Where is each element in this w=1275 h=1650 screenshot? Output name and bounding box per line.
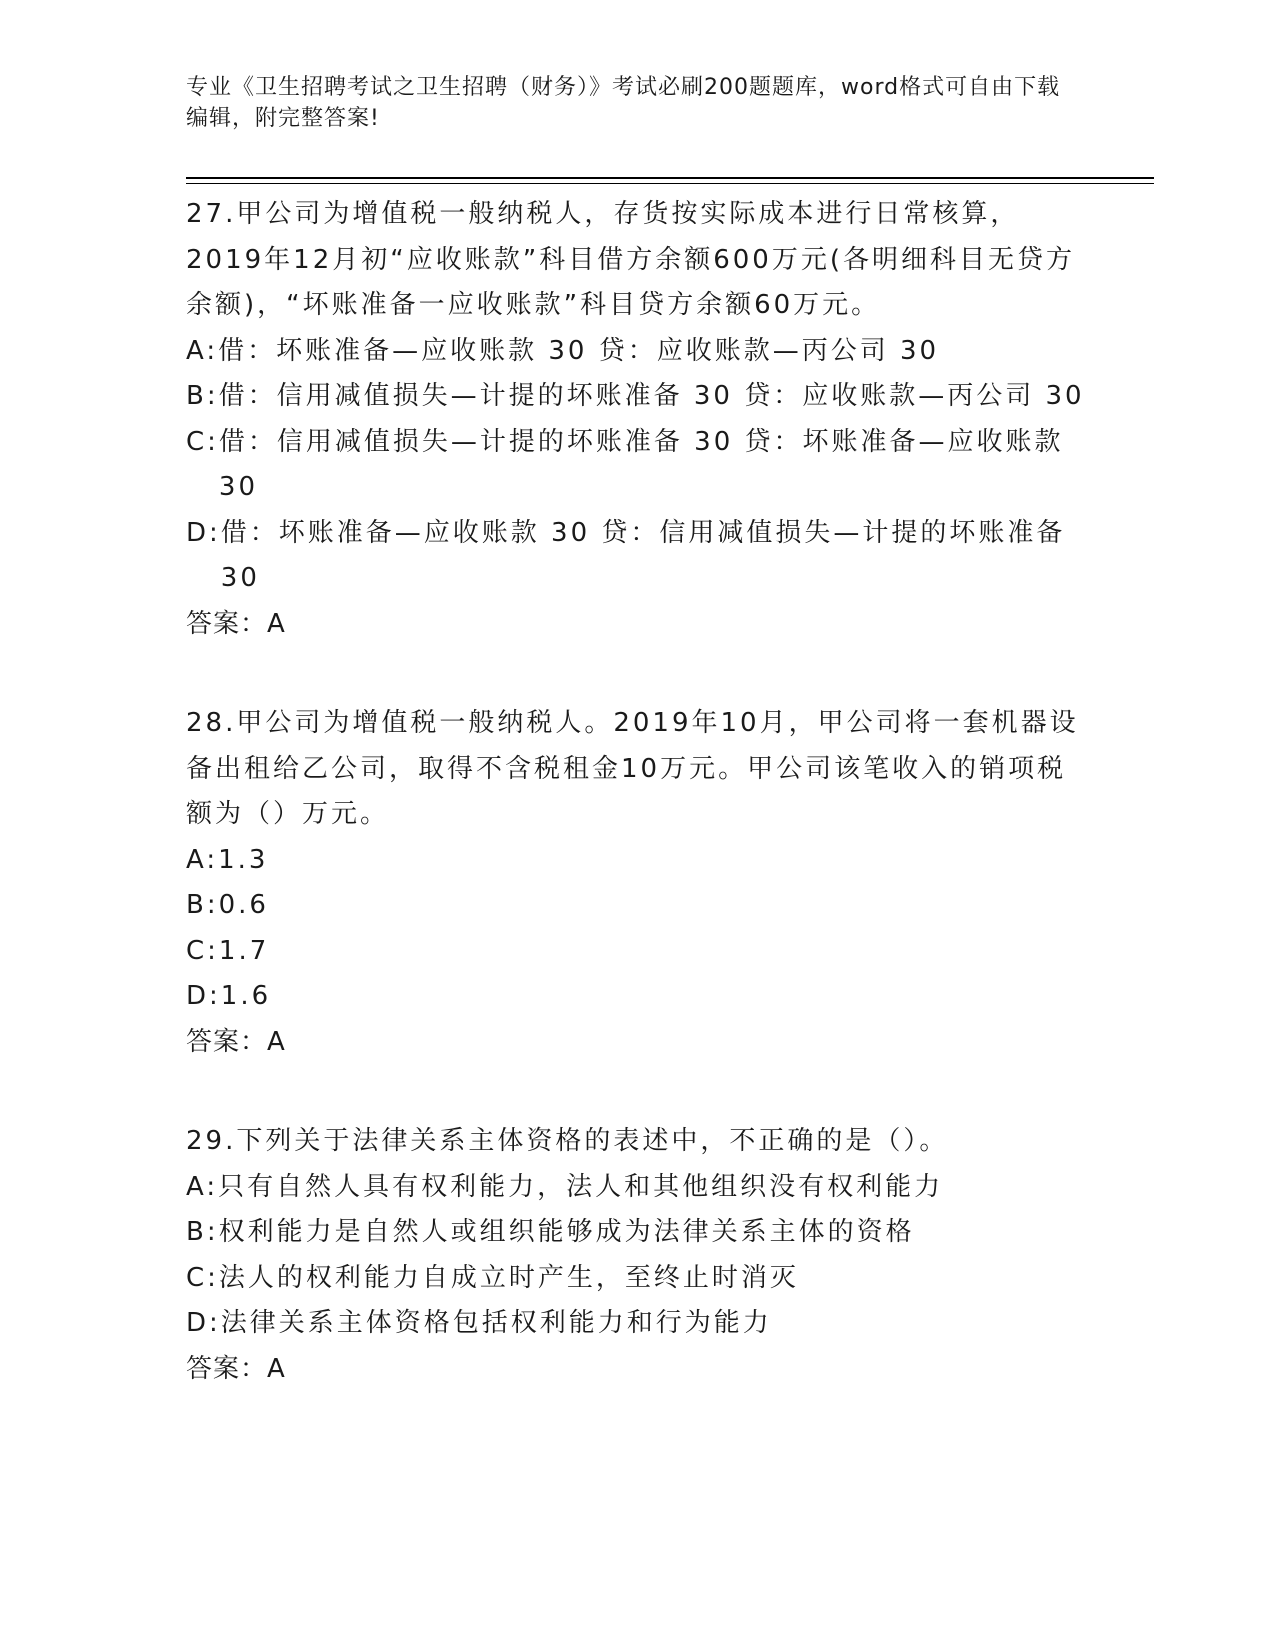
- document-header: 专业《卫生招聘考试之卫生招聘（财务）》考试必刷200题题库，word格式可自由下载编辑，附完整答案!: [186, 75, 1061, 131]
- question-27: [186, 192, 1086, 647]
- option-text: 1.3: [218, 844, 269, 875]
- option-d: [186, 1301, 1086, 1347]
- option-c: [186, 1256, 1086, 1302]
- option-a: [186, 838, 1086, 884]
- option-letter: C:: [186, 1262, 219, 1293]
- option-c: [186, 929, 1086, 975]
- option-letter: D:: [186, 517, 221, 548]
- question-29: [186, 1119, 1086, 1392]
- option-b: [186, 883, 1086, 929]
- option-letter: C:: [186, 935, 219, 966]
- option-text: 法人的权利能力自成立时产生，至终止时消灭: [218, 1262, 799, 1293]
- question-28: [186, 701, 1086, 1065]
- option-text: 法律关系主体资格包括权利能力和行为能力: [220, 1308, 772, 1338]
- option-text: 借：信用减值损失—计提的坏账准备 30 贷：坏账准备—应收账款 30: [218, 426, 1064, 502]
- option-text: 只有自然人具有权利能力，法人和其他组织没有权利能力: [218, 1171, 944, 1202]
- option-a: [186, 1165, 1086, 1211]
- option-b: [186, 374, 1086, 420]
- option-text: 1.7: [218, 935, 270, 966]
- option-text: 1.6: [220, 981, 272, 1011]
- option-text: 借：信用减值损失—计提的坏账准备 30 贷：应收账款—丙公司 30: [218, 381, 1085, 411]
- question-stem: 29.下列关于法律关系主体资格的表述中，不正确的是（）。: [186, 1126, 949, 1156]
- option-d: [186, 511, 1086, 602]
- option-letter: B:: [186, 381, 219, 411]
- option-text: 权利能力是自然人或组织能够成为法律关系主体的资格: [218, 1217, 915, 1247]
- option-letter: A:: [186, 844, 219, 875]
- question-stem: 28.甲公司为增值税一般纳税人。2019年10月，甲公司将一套机器设备出租给乙公司，取得不含税租金10万元。甲公司该笔收入的销项税额为（）万元。: [186, 708, 1079, 829]
- question-list: [186, 192, 1086, 1446]
- option-text: 借：坏账准备—应收账款 30 贷：应收账款—丙公司 30: [218, 335, 940, 366]
- question-stem: 27.甲公司为增值税一般纳税人，存货按实际成本进行日常核算，2019年12月初“应收账款”科目借方余额600万元(各明细科目无贷方余额)，“坏账准备一应收账款”科目贷方余额60万元。: [186, 199, 1075, 320]
- option-c: [186, 420, 1086, 511]
- answer-line: 答案：A: [186, 1026, 286, 1057]
- answer-line: 答案：A: [186, 1353, 286, 1384]
- answer-line: 答案：A: [186, 608, 286, 639]
- option-a: [186, 329, 1086, 375]
- option-letter: D:: [186, 1308, 221, 1338]
- option-letter: A:: [186, 1171, 219, 1202]
- header-rule-thin: [186, 183, 1154, 184]
- option-letter: B:: [186, 890, 219, 920]
- option-text: 借：坏账准备—应收账款 30 贷：信用减值损失—计提的坏账准备 30: [220, 517, 1066, 593]
- option-d: [186, 974, 1086, 1020]
- option-letter: B:: [186, 1217, 219, 1247]
- header-rule-thick: [186, 177, 1154, 179]
- option-letter: D:: [186, 981, 221, 1011]
- option-b: [186, 1210, 1086, 1256]
- option-letter: C:: [186, 426, 219, 457]
- option-text: 0.6: [218, 890, 269, 920]
- option-letter: A:: [186, 335, 219, 366]
